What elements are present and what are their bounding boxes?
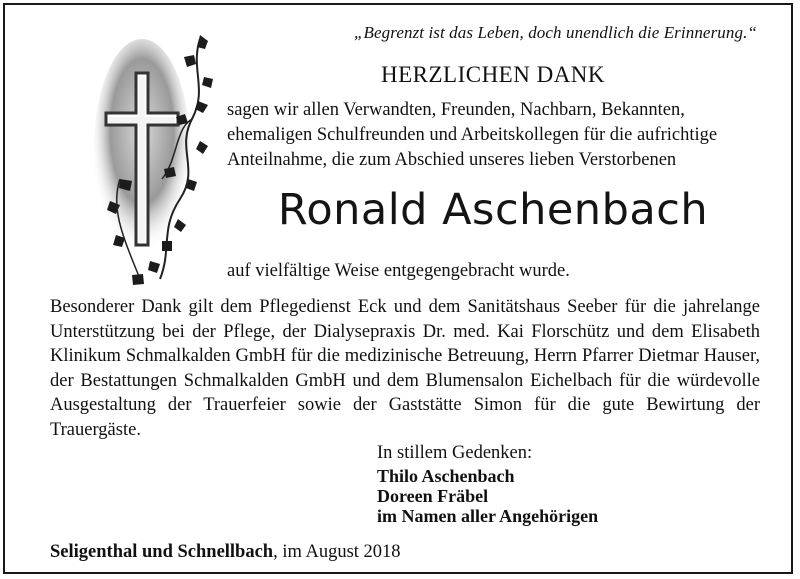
intro-line: Anteilnahme, die zum Abschied unseres lieben Verstorbenen bbox=[227, 150, 677, 170]
signature-line: im Namen aller Angehörigen bbox=[377, 506, 599, 526]
signature-line: Thilo Aschenbach bbox=[377, 466, 515, 486]
greeting: In stillem Gedenken: bbox=[377, 443, 533, 463]
quote: „Begrenzt ist das Leben, doch unendlich die Erinnerung.“ bbox=[353, 23, 757, 42]
cross-with-ivy-icon bbox=[80, 29, 225, 291]
deceased-name: Ronald Aschenbach bbox=[277, 185, 709, 235]
footer-date: , im August 2018 bbox=[273, 542, 401, 562]
signatures bbox=[377, 466, 598, 526]
intro-line: sagen wir allen Verwandten, Freunden, Nachbarn, Bekannten, bbox=[227, 100, 685, 120]
footer-place-date bbox=[50, 542, 401, 563]
heading-title: HERZLICHEN DANK bbox=[380, 62, 606, 87]
main-thanks-text bbox=[50, 295, 760, 442]
signature-line: Doreen Fräbel bbox=[377, 486, 489, 506]
obituary-notice bbox=[3, 3, 793, 574]
intro-line: ehemaligen Schulfreunden und Arbeitskollegen für die aufrichtige bbox=[227, 125, 718, 145]
after-name-text: auf vielfältige Weise entgegengebracht wurde. bbox=[227, 261, 570, 281]
main-thanks-paragraph: Besonderer Dank gilt dem Pflegedienst Eck und dem Sanitätshaus Seeber für die jahrelange Unterstützung bei der Pflege, der Dialysepraxis Dr. med. Kai Florschütz und dem Elisabeth Klinikum Schmalkalden GmbH für die medizinische Betreuung, Herrn Pfarrer Dietmar Hauser, der Bestattungen Schmalkalden GmbH und dem Blumensalon Eichelbach für die würdevolle Ausgestaltung der Trauerfeier sowie der Gaststätte Simon für die gute Bewirtung der Trauergäste. bbox=[50, 297, 760, 440]
footer-place: Seligenthal und Schnellbach bbox=[50, 542, 274, 562]
intro-text bbox=[227, 98, 759, 173]
